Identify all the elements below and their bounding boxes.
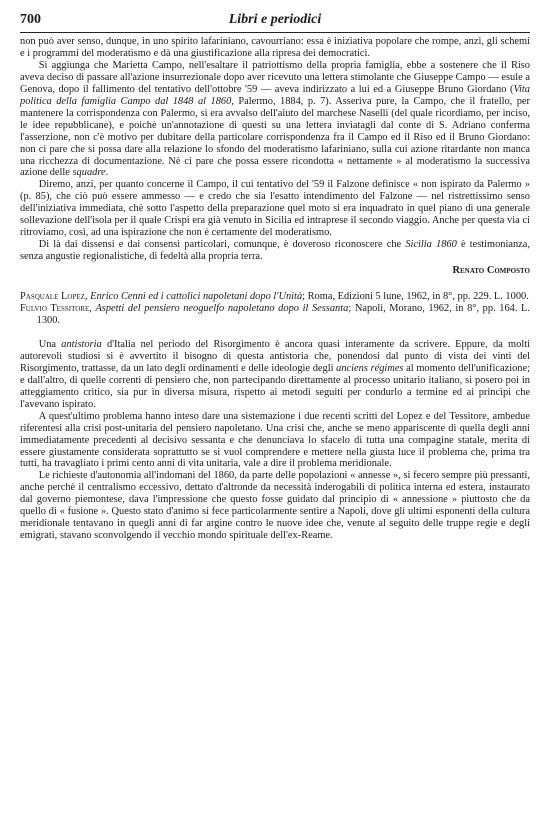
bibliography-entry-2 — [20, 303, 530, 327]
emphasis-squadre: squadre — [72, 167, 106, 179]
cited-title: Vita politica della famiglia Campo dal 1848 al 1860 — [20, 83, 530, 107]
entry-author: Fulvio Tessitore, — [20, 303, 92, 315]
entry-author: Pasquale Lopez, — [20, 291, 88, 303]
bibliography-block — [20, 291, 530, 327]
new-review-paragraph-1: Una antistoria d'Italia nel periodo del Risorgimento è ancora quasi interamente da scrivere. Eppure, da molti autorevoli studiosi si è avvertito il bisogno di questa antistoria che, ponendosi dal punto di vista dei vinti del Risorgimento, trattasse, da un lato degli ordinamenti e delle ideologie degli anciens régimes al momento dell'unificazione; e dall'altro, di quelle correnti di pensiero che, non partecipando direttamente al processo unitario italiano, si posero poi in atteggiamento critico, sia pur in diversa misura, rispetto ai metodi seguiti per condurlo a termine ed ai princìpi che l'avevano ispirato. — [20, 338, 530, 410]
running-title: Libri e periodici — [228, 12, 322, 27]
new-review-paragraph-3: Le richieste d'autonomia all'indomani del 1860, da parte delle popolazioni « annesse », si fecero sempre più pressanti, anche perchè il centralismo eccessivo, dettato d'altronde da necessità inderogabili di politica interna ed estera, instaurato dal governo piemontese, dava l'impressione che questo fosse guidato dal principio di « annessione » piuttosto che da quello di « fusione ». Questo stato d'animo si fece particolarmente sentire a Napoli, dove gli ultimi esponenti della cultura meridionale tentavano in quegli anni di far argine contro le nuove idee che, venute al seguito delle truppe regie e degli emigrati, stavano sconvolgendo il vecchio mondo spirituale dell'ex-Reame. — [20, 470, 530, 542]
bibliography-entry-1 — [20, 291, 530, 303]
section-gap — [20, 277, 530, 291]
review-paragraph-3: Diremo, anzi, per quanto concerne il Campo, il cui tentativo del '59 il Falzone definisce « non ispirato da Palermo » (p. 85), che ciò può essere ammesso — e credo che sia l'esatto intendimento del Falzone — nel ristrettissimo senso dell'iniziativa immediata, chè sotto l'aspetto della preparazione quel moto si era inquadrato in quel piano di una generale sollevazione dell'isola per il quale Crispi era già venuto in Sicilia ed intraprese il secondo viaggio. Anche per questa via ci ritroviamo, così, ad una ispirazione che non è certamente del moderatismo. — [20, 179, 530, 239]
page-number: 700 — [20, 12, 41, 27]
review-paragraph-2: Si aggiunga che Marietta Campo, nell'esaltare il patriottismo della propria famiglia, ebbe a sostenere che il Riso aveva deciso di passare all'azione insurrezionale dopo aver ricevuto una lettera stimolante che Giuseppe Campo — esule a Genova, dopo il fallimento del tentativo dell'ottobre '59 — aveva indirizzato a lui ed a Giuseppe Bruno Giordano (Vita politica della famiglia Campo dal 1848 al 1860, Palermo, 1884, p. 7). Asseriva pure, la Campo, che il fratello, per mantenere la corrispondenza con Palermo, si era avvalso dell'aiuto del marchese Naselli (del quale ricordiamo, per inciso, le idee repubblicane), e poichè un'annotazione di questi su una lettera inviatagli dal conte di S. Adriano conferma l'asserzione, non c'è motivo per dubitare della particolare corrispondenza fra il Campo ed il Riso ed il Bruno Giordano: non ci pare che si possa dare alla relazione lo sfondo del moderatismo lafariniano, sulla cui azione ritardante non manca una ricchezza di documentazione. Nè ci pare che possa essere ricondotta « nettamente » al moderatismo la successiva azione delle squadre. — [20, 59, 530, 179]
review-paragraph-1: non può aver senso, dunque, in uno spirito lafariniano, cavourriano: essa è iniziativa popolare che rompe, anzi, gli schemi e i programmi del moderatismo e dà una giustificazione alla ripresa dei democratici. — [20, 36, 530, 59]
page-body — [20, 36, 530, 542]
cited-book-title: Sicilia 1860 — [405, 239, 457, 251]
section-gap — [20, 327, 530, 339]
review-paragraph-4: Di là dai dissensi e dai consensi particolari, comunque, è doveroso riconoscere che Sicilia 1860 è testimonianza, senza angustie regionalistiche, di fedeltà alla propria terra. — [20, 239, 530, 263]
entry-title: Aspetti del pensiero neoguelfo napoletano dopo il Sessanta — [95, 303, 349, 315]
page-header — [20, 10, 530, 33]
new-review-paragraph-2: A quest'ultimo problema hanno inteso dare una sistemazione i due recenti scritti del Lopez e del Tessitore, ambedue riferentesi alla crisi post-unitaria del pensiero napoletano. Una crisi che, anche se meno appariscente di quella degli anni immediatamente precedenti al decisivo sessanta e che denunciava lo sfacelo di tutta una compagine statale, merita di essere giustamente considerata soprattutto se si vuol comprendere e mettere nella giusta luce il problema che, prima tra tutti, ha travagliato i primi cento anni di vita unitaria, vale a dire il problema meridionale. — [20, 410, 530, 470]
reviewer-signature: Renato Composto — [452, 265, 530, 277]
entry-details: ; Roma, Edizioni 5 lune, 1962, in 8°, pp. 229. L. 1000. — [302, 291, 529, 303]
entry-details: ; Napoli, Morano, 1962, in 8°, pp. 164. L. 1300. — [36, 303, 530, 326]
entry-title: Enrico Cenni ed i cattolici napoletani dopo l'Unità — [90, 291, 303, 303]
